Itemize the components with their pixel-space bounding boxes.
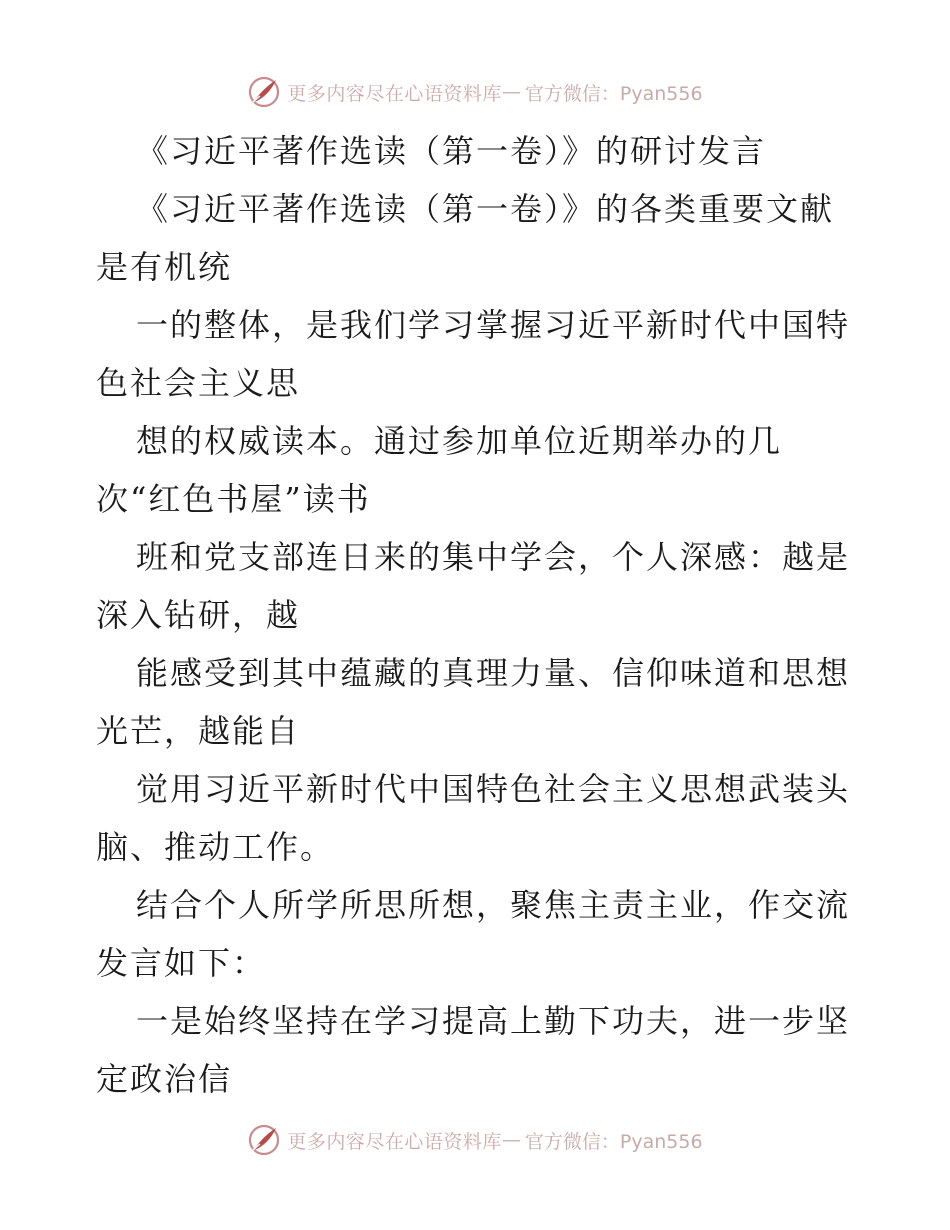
header-separator: — (501, 81, 521, 103)
document-body (96, 122, 856, 1108)
footer-site-name: 更多内容尽在心语资料库 (287, 1130, 502, 1153)
document-title: 《习近平著作选读（第一卷）》的研讨发言 (136, 132, 767, 170)
paragraph-line: 光芒，越能自 (96, 712, 301, 750)
paragraph-line: 班和党支部连日来的集中学会，个人深感：越是 (136, 538, 851, 576)
header-site-name: 更多内容尽在心语资料库 (287, 82, 502, 105)
paragraph-line: 脑、推动工作。 (96, 828, 335, 866)
footer-wechat-id: 官方微信：Pyan556 (524, 1130, 703, 1153)
header-wechat-id: 官方微信：Pyan556 (524, 82, 703, 105)
paragraph-line: 色社会主义思 (96, 364, 301, 402)
quill-pen-logo-icon (247, 1123, 281, 1157)
paragraph-line: 结合个人所学所思所想，聚焦主责主业，作交流 (136, 886, 851, 924)
paragraph-line: 一是始终坚持在学习提高上勤下功夫，进一步坚 (136, 1002, 851, 1040)
footer-banner (0, 1120, 950, 1160)
footer-separator: — (501, 1129, 521, 1151)
paragraph-line: 觉用习近平新时代中国特色社会主义思想武装头 (136, 770, 851, 808)
paragraph-line: 次“红色书屋”读书 (96, 480, 371, 518)
paragraph-line: 定政治信 (96, 1060, 233, 1098)
paragraph-line: 深入钻研，越 (96, 596, 301, 634)
paragraph-line: 一的整体，是我们学习掌握习近平新时代中国特 (136, 306, 851, 344)
paragraph-line: 能感受到其中蕴藏的真理力量、信仰味道和思想 (136, 654, 851, 692)
paragraph-line: 《习近平著作选读（第一卷）》的各类重要文献 (136, 190, 835, 228)
header-banner (0, 72, 950, 112)
paragraph-line: 想的权威读本。通过参加单位近期举办的几 (136, 422, 783, 460)
paragraph-line: 是有机统 (96, 248, 233, 286)
paragraph-line: 发言如下： (96, 944, 267, 982)
quill-pen-logo-icon (247, 75, 281, 109)
